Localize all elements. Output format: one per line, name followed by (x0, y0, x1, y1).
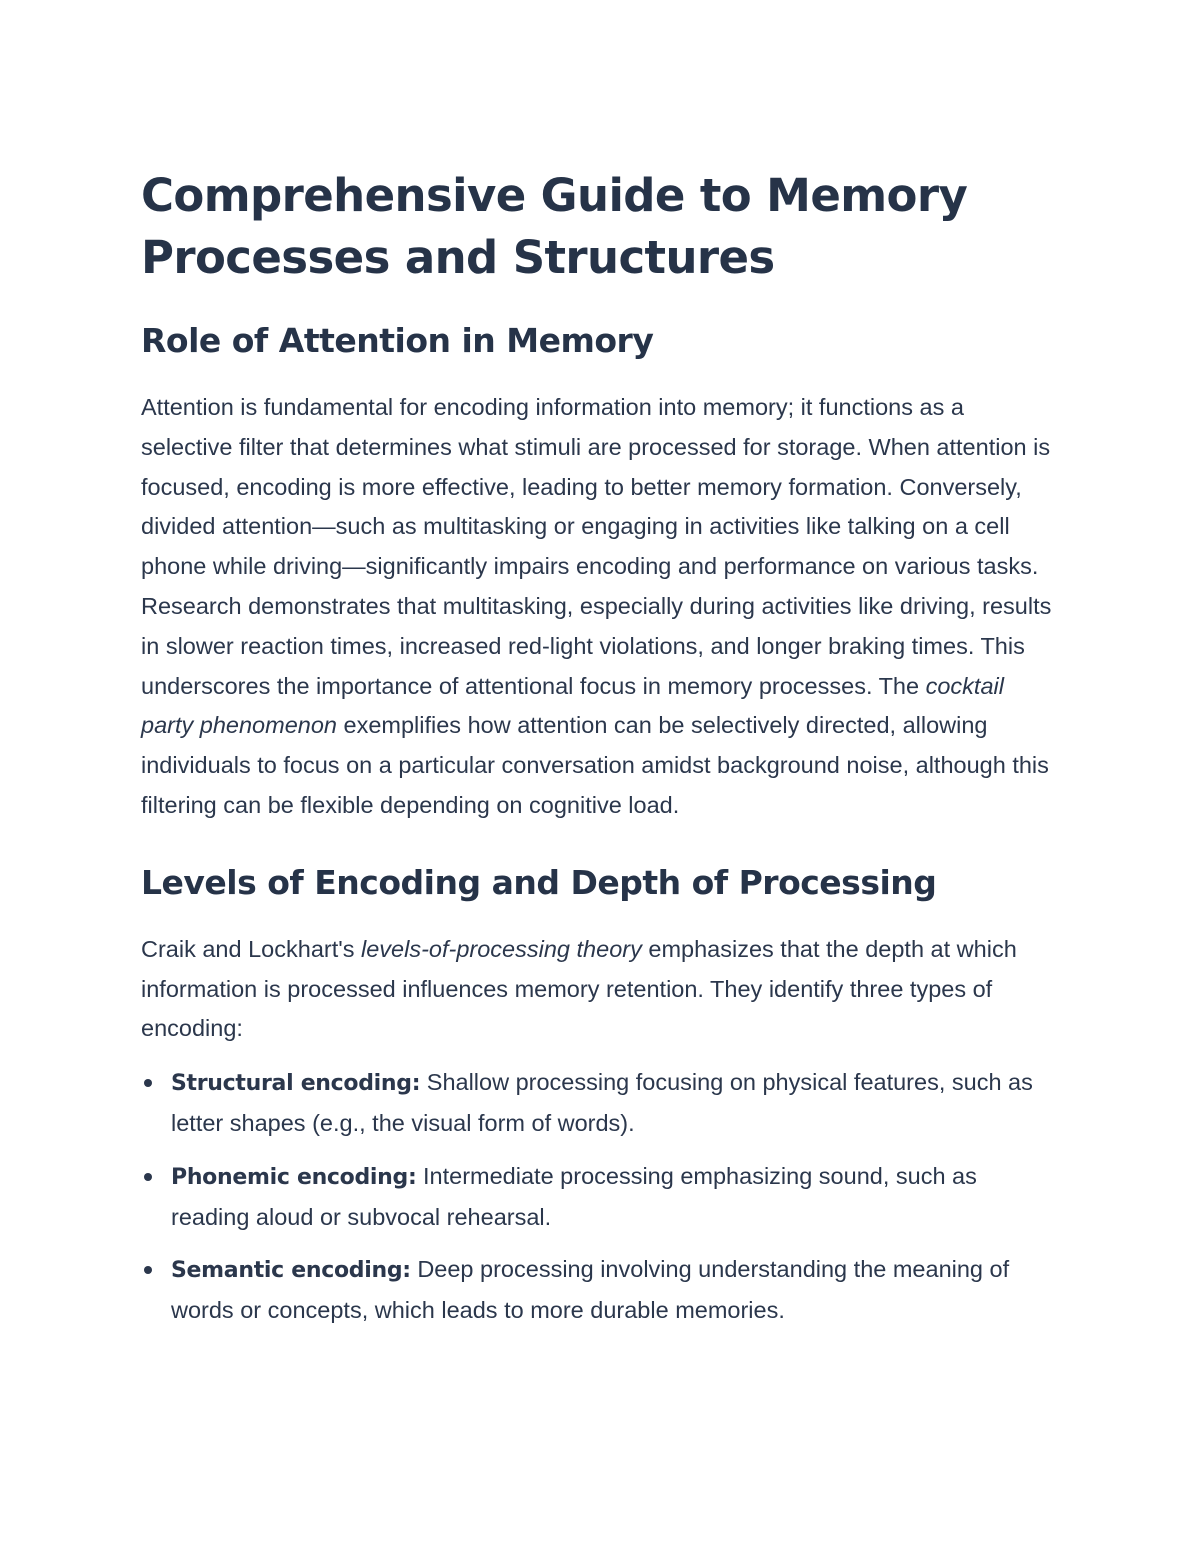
levels-of-processing-term: levels-of-processing theory (361, 935, 642, 962)
bullet-dot-icon (144, 1266, 152, 1274)
document-page (141, 165, 1061, 1344)
bullet-term: Phonemic encoding: (171, 1164, 417, 1190)
cocktail-party-term: cocktail party phenomenon (141, 672, 1004, 739)
list-item-phonemic (141, 1157, 1061, 1238)
section-heading-levels: Levels of Encoding and Depth of Processing (141, 862, 937, 902)
attention-paragraph-text-end: exemplifies how attention can be selectively directed, allowing individuals to focus on a particular conversation amidst background noise, although this filtering can be flexible depending on cognitive load. (141, 712, 1049, 818)
bullet-dot-icon (144, 1079, 152, 1087)
bullet-text: Intermediate processing emphasizing sound, such as reading aloud or subvocal rehearsal. (171, 1162, 977, 1230)
encoding-types-list (141, 1063, 1061, 1331)
attention-paragraph (141, 388, 1061, 826)
levels-paragraph-text-end: emphasizes that the depth at which information is processed influences memory retention. They identify three types of encoding: (141, 935, 1017, 1042)
list-item-semantic (141, 1250, 1061, 1331)
levels-paragraph-text-start: Craik and Lockhart's (141, 935, 362, 962)
attention-paragraph-text-start: Attention is fundamental for encoding information into memory; it functions as a selective filter that determines what stimuli are processed for storage. When attention is focused, encoding is more effective, leading to better memory formation. Conversely, divided attention—such as multitasking or engaging in activities like talking on a cell phone while driving—significantly impairs encoding and performance on various tasks. Research demonstrates that multitasking, especially during activities like driving, results in slower reaction times, increased red-light violations, and longer braking times. This underscores the importance of attentional focus in memory processes. The (141, 394, 1052, 699)
bullet-text: Deep processing involving understanding the meaning of words or concepts, which leads to more durable memories. (171, 1256, 1010, 1324)
bullet-term: Semantic encoding: (171, 1258, 411, 1284)
list-item-structural (141, 1063, 1061, 1144)
bullet-term: Structural encoding: (171, 1071, 421, 1097)
bullet-dot-icon (144, 1173, 152, 1181)
levels-paragraph (141, 930, 1061, 1049)
document-title: Comprehensive Guide to Memory Processes and Structures (141, 169, 968, 284)
bullet-text: Shallow processing focusing on physical features, such as letter shapes (e.g., the visual form of words). (171, 1069, 1033, 1136)
section-heading-attention: Role of Attention in Memory (141, 321, 654, 360)
